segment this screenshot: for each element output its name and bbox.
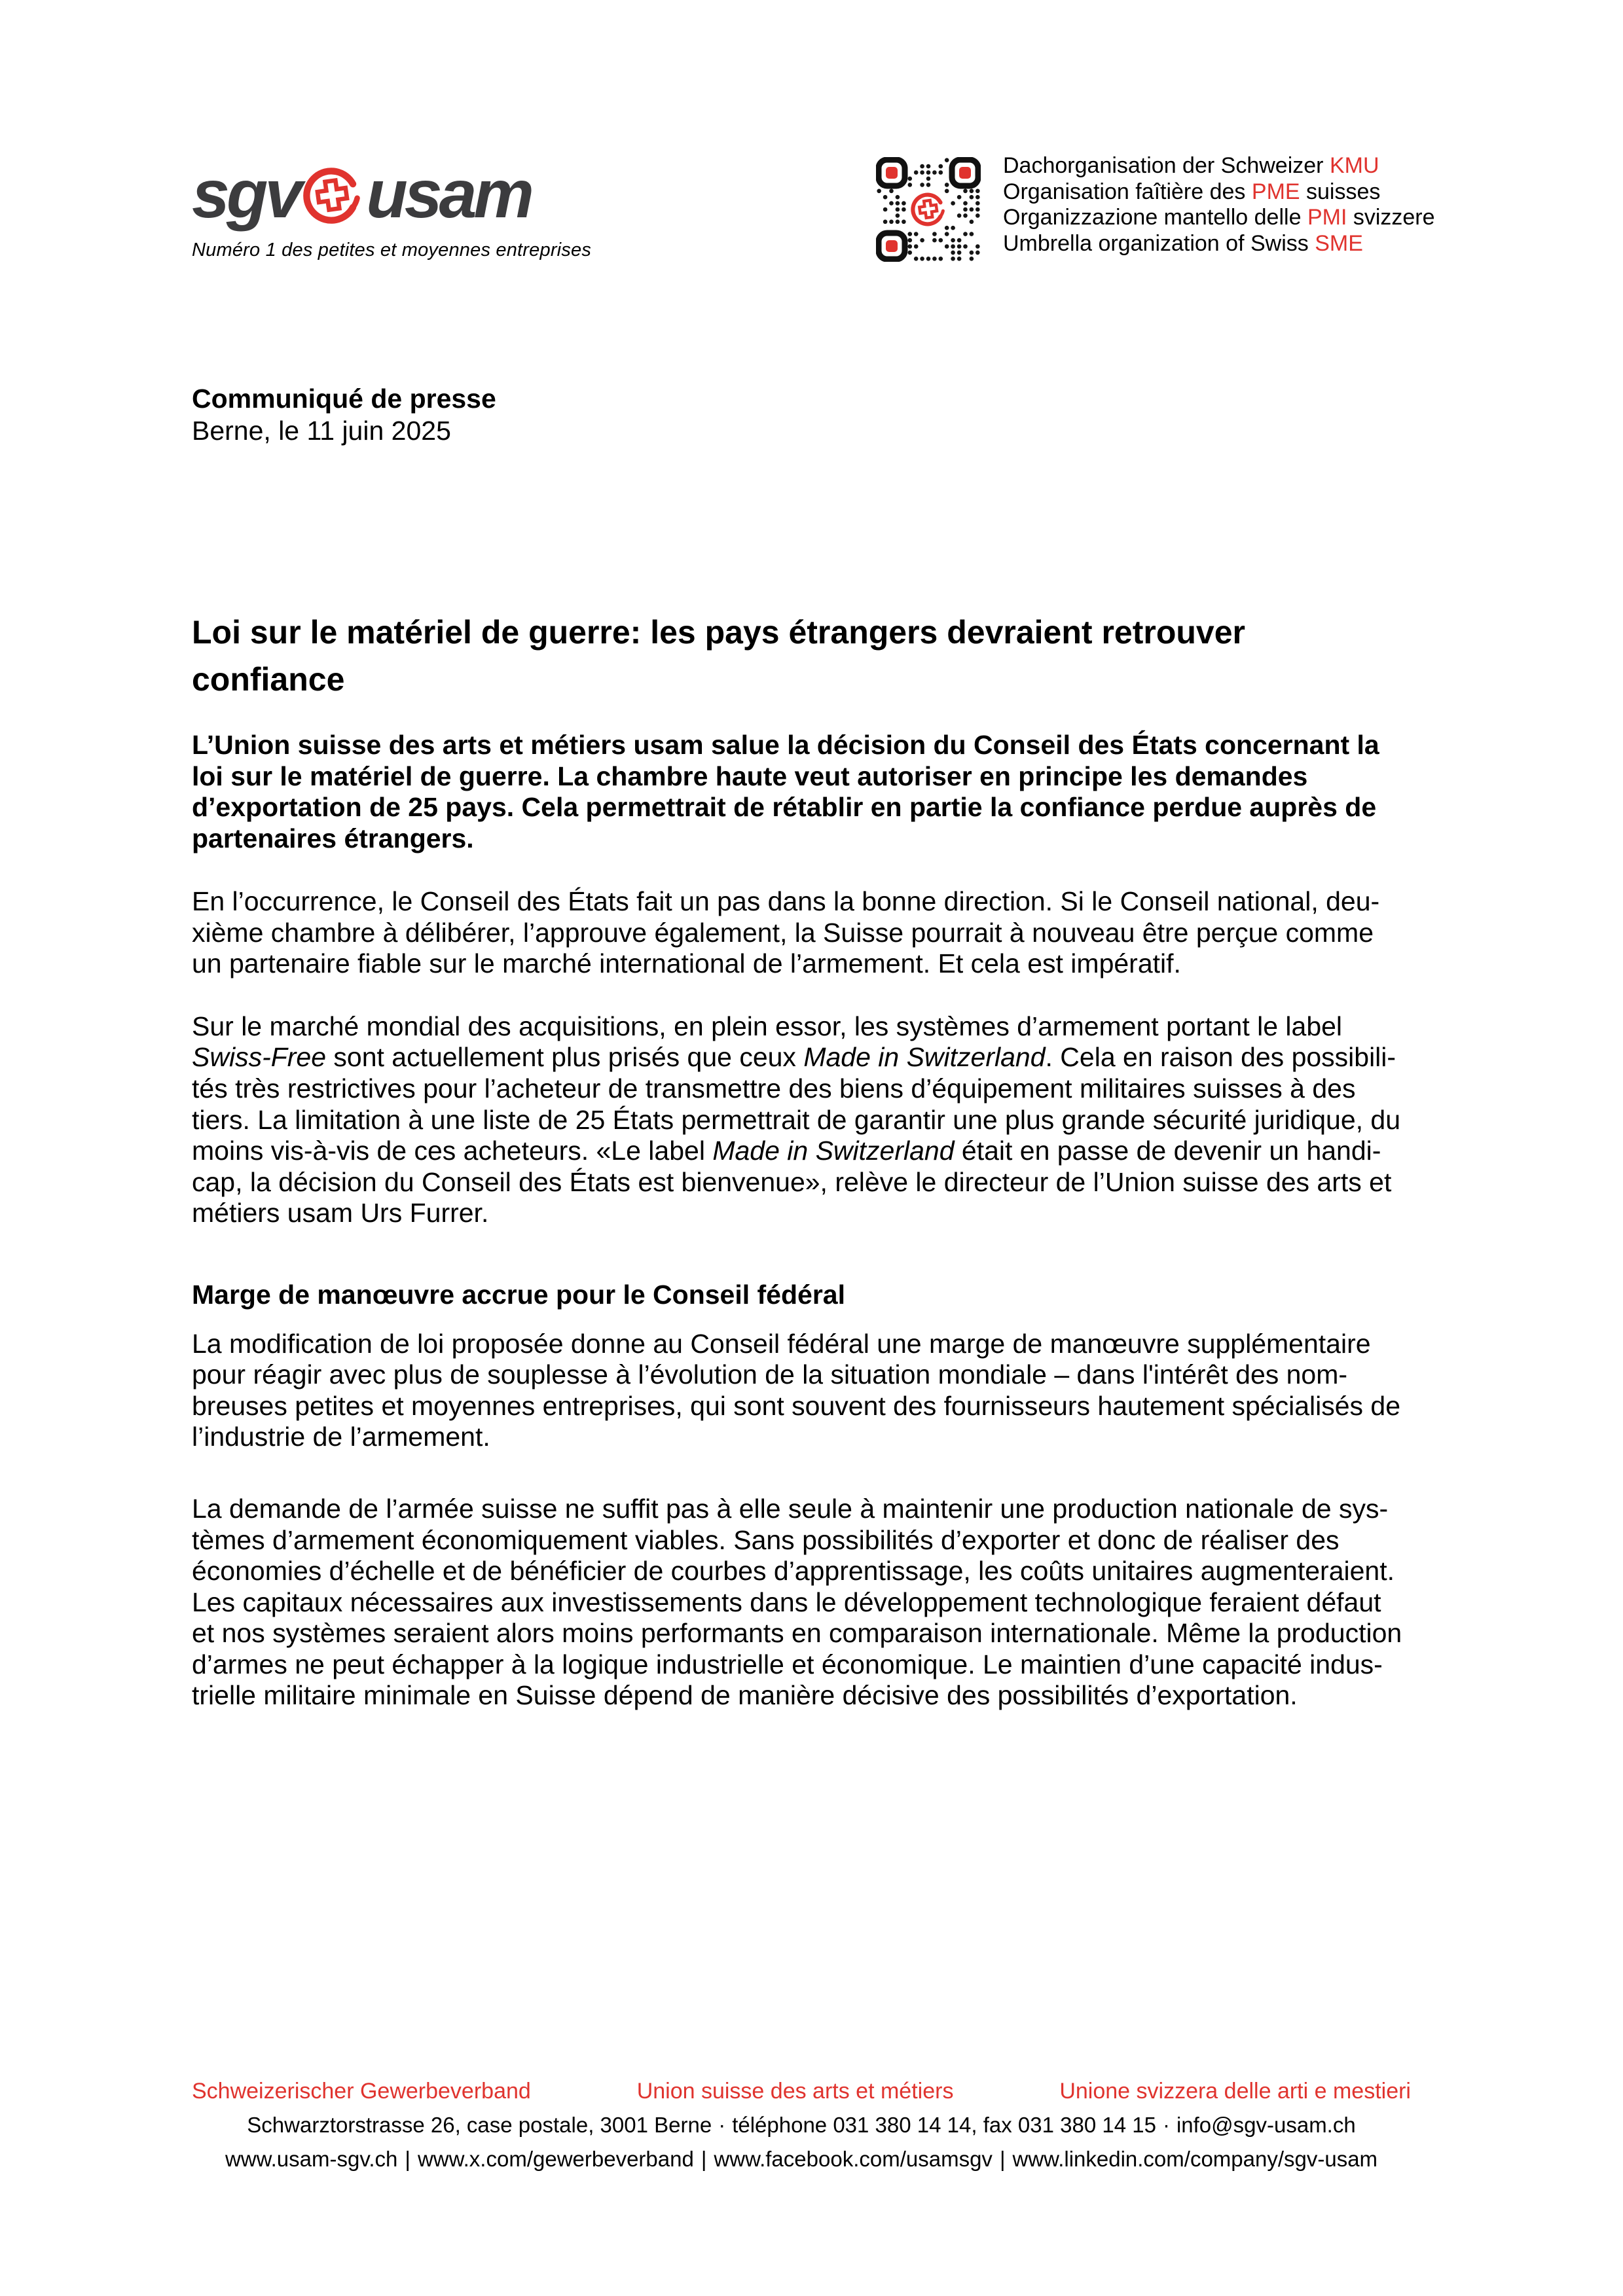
logo-word-sgv: sgv: [192, 156, 300, 232]
text-line: xième chambre à délibérer, l’approuve également, la Suisse pourrait à nouveau être perçue comme: [192, 917, 1374, 948]
footer-link: www.linkedin.com/company/sgv-usam: [1012, 2147, 1378, 2171]
qr-finder-top-right: [952, 160, 978, 186]
text-line: économies d’échelle et de bénéficier de courbes d’apprentissage, les coûts unitaires augmenteraient.: [192, 1556, 1395, 1587]
article-title: [192, 609, 1245, 703]
kicker: Communiqué de presse: [192, 384, 496, 414]
dateline: Berne, le 11 juin 2025: [192, 416, 451, 446]
section-heading: Marge de manœuvre accrue pour le Conseil fédéral: [192, 1279, 845, 1310]
paragraph: [192, 1494, 1402, 1712]
lead-line: loi sur le matériel de guerre. La chambre haute veut autoriser en principe les demandes: [192, 761, 1308, 791]
article-lead: [192, 730, 1379, 854]
footer-email: info@sgv-usam.ch: [1176, 2113, 1356, 2137]
org-line-text: Umbrella organization of Swiss: [1003, 230, 1315, 256]
footer-separator-icon: |: [405, 2147, 410, 2171]
article-body: [192, 886, 1402, 1712]
text-line: un partenaire fiable sur le marché international de l’armement. Et cela est impératif.: [192, 948, 1181, 979]
text-line: tiers. La limitation à une liste de 25 États permettrait de garantir une plus grande sécurité juridique, du: [192, 1104, 1401, 1135]
footer-phone: téléphone 031 380 14 14, fax 031 380 14 15: [732, 2113, 1156, 2137]
qr-finder-top-left: [879, 160, 905, 186]
footer-separator-icon: ·: [1162, 2113, 1170, 2137]
text-line: pour réagir avec plus de souplesse à l’évolution de la situation mondiale – dans l'intérêt des nom-: [192, 1359, 1348, 1390]
footer-organisation: Unione svizzera delle arti e mestieri: [1059, 2079, 1411, 2104]
qr-code: [876, 157, 981, 262]
org-line-text: Dachorganisation der Schweizer: [1003, 153, 1330, 178]
text-run: moins vis-à-vis de ces acheteurs. «Le label: [192, 1136, 713, 1166]
logo-tagline: Numéro 1 des petites et moyennes entreprises: [192, 240, 592, 260]
italic-run: Made in Switzerland: [712, 1136, 955, 1166]
footer-separator-icon: |: [999, 2147, 1006, 2171]
text-line: [192, 1042, 1402, 1073]
italic-run: Made in Switzerland: [803, 1042, 1046, 1073]
org-line-accent: PME: [1251, 179, 1300, 204]
footer-links-line: [192, 2147, 1411, 2172]
org-line-accent: PMI: [1307, 205, 1347, 230]
org-line: [1003, 179, 1435, 206]
org-line: [1003, 153, 1435, 179]
logo: [192, 156, 591, 261]
text-line: En l’occurrence, le Conseil des États fait un pas dans la bonne direction. Si le Conseil national, deu-: [192, 886, 1380, 916]
footer-address-line: [192, 2113, 1411, 2138]
text-line: La modification de loi proposée donne au Conseil fédéral une marge de manœuvre supplémentaire: [192, 1328, 1371, 1359]
title-line: Loi sur le matériel de guerre: les pays étrangers devraient retrouver: [192, 614, 1245, 651]
text-run: . Cela en raison des possibili-: [1045, 1042, 1396, 1073]
org-line-suffix: svizzere: [1347, 205, 1435, 230]
lead-line: partenaires étrangers.: [192, 823, 474, 853]
text-line: Sur le marché mondial des acquisitions, en plein essor, les systèmes d’armement portant le label: [192, 1011, 1343, 1041]
text-line: l’industrie de l’armement.: [192, 1422, 490, 1452]
footer-organisation: Union suisse des arts et métiers: [636, 2079, 954, 2104]
footer-organisations: [192, 2079, 1411, 2104]
org-line: [1003, 205, 1435, 231]
org-line-accent: SME: [1315, 230, 1363, 256]
text-run: était en passe de devenir un handi-: [954, 1136, 1381, 1166]
footer-link: www.x.com/gewerbeverband: [417, 2147, 694, 2171]
org-line-accent: KMU: [1329, 153, 1379, 178]
paragraph: [192, 886, 1402, 980]
text-line: et nos systèmes seraient alors moins performants en comparaison internationale. Même la production: [192, 1618, 1402, 1649]
qr-finder-bottom-left: [879, 233, 905, 259]
org-line-text: Organizzazione mantello delle: [1003, 205, 1307, 230]
footer-address: Schwarztorstrasse 26, case postale, 3001 Berne: [247, 2113, 712, 2137]
org-line: [1003, 231, 1435, 257]
text-line: trielle militaire minimale en Suisse dépend de manière décisive des possibilités d’exportation.: [192, 1680, 1298, 1711]
footer-separator-icon: ·: [718, 2113, 726, 2137]
lead-line: d’exportation de 25 pays. Cela permettrait de rétablir en partie la confiance perdue auprès de: [192, 792, 1377, 823]
text-line: d’armes ne peut échapper à la logique industrielle et économique. Le maintien d’une capacité indus-: [192, 1649, 1383, 1679]
text-line: Les capitaux nécessaires aux investissements dans le développement technologique feraient défaut: [192, 1587, 1381, 1617]
text-line: tèmes d’armement économiquement viables. Sans possibilités d’exporter et donc de réaliser des: [192, 1524, 1340, 1555]
text-line: breuses petites et moyennes entreprises, qui sont souvent des fournisseurs hautement spécialisés de: [192, 1390, 1401, 1421]
title-line: confiance: [192, 661, 345, 698]
footer-organisation: Schweizerischer Gewerbeverband: [192, 2079, 531, 2104]
text-line: [192, 1136, 1402, 1167]
swiss-cross-at-icon: [302, 165, 363, 230]
text-line: métiers usam Urs Furrer.: [192, 1198, 489, 1229]
org-lines: [1003, 153, 1435, 257]
footer-link: www.usam-sgv.ch: [225, 2147, 398, 2171]
footer-link: www.facebook.com/usamsgv: [714, 2147, 993, 2171]
org-line-suffix: suisses: [1300, 179, 1381, 204]
qr-center-logo: [907, 188, 950, 231]
footer-separator-icon: |: [701, 2147, 707, 2171]
meta-block: [192, 383, 496, 447]
text-line: La demande de l’armée suisse ne suffit pas à elle seule à maintenir une production nationale de sys-: [192, 1493, 1389, 1524]
paragraph: [192, 1011, 1402, 1229]
text-line: cap, la décision du Conseil des États est bienvenue», relève le directeur de l’Union suisse des arts et: [192, 1166, 1392, 1197]
lead-line: L’Union suisse des arts et métiers usam salue la décision du Conseil des États concernant la: [192, 730, 1379, 760]
italic-run: Swiss-Free: [192, 1042, 327, 1073]
logo-row: [192, 156, 591, 233]
org-line-text: Organisation faîtière des: [1003, 179, 1252, 204]
text-run: sont actuellement plus prisés que ceux: [326, 1042, 804, 1073]
logo-word-usam: usam: [366, 156, 531, 232]
paragraph: [192, 1329, 1402, 1453]
text-line: tés très restrictives pour l’acheteur de transmettre des biens d’équipement militaires suisses à des: [192, 1073, 1356, 1103]
